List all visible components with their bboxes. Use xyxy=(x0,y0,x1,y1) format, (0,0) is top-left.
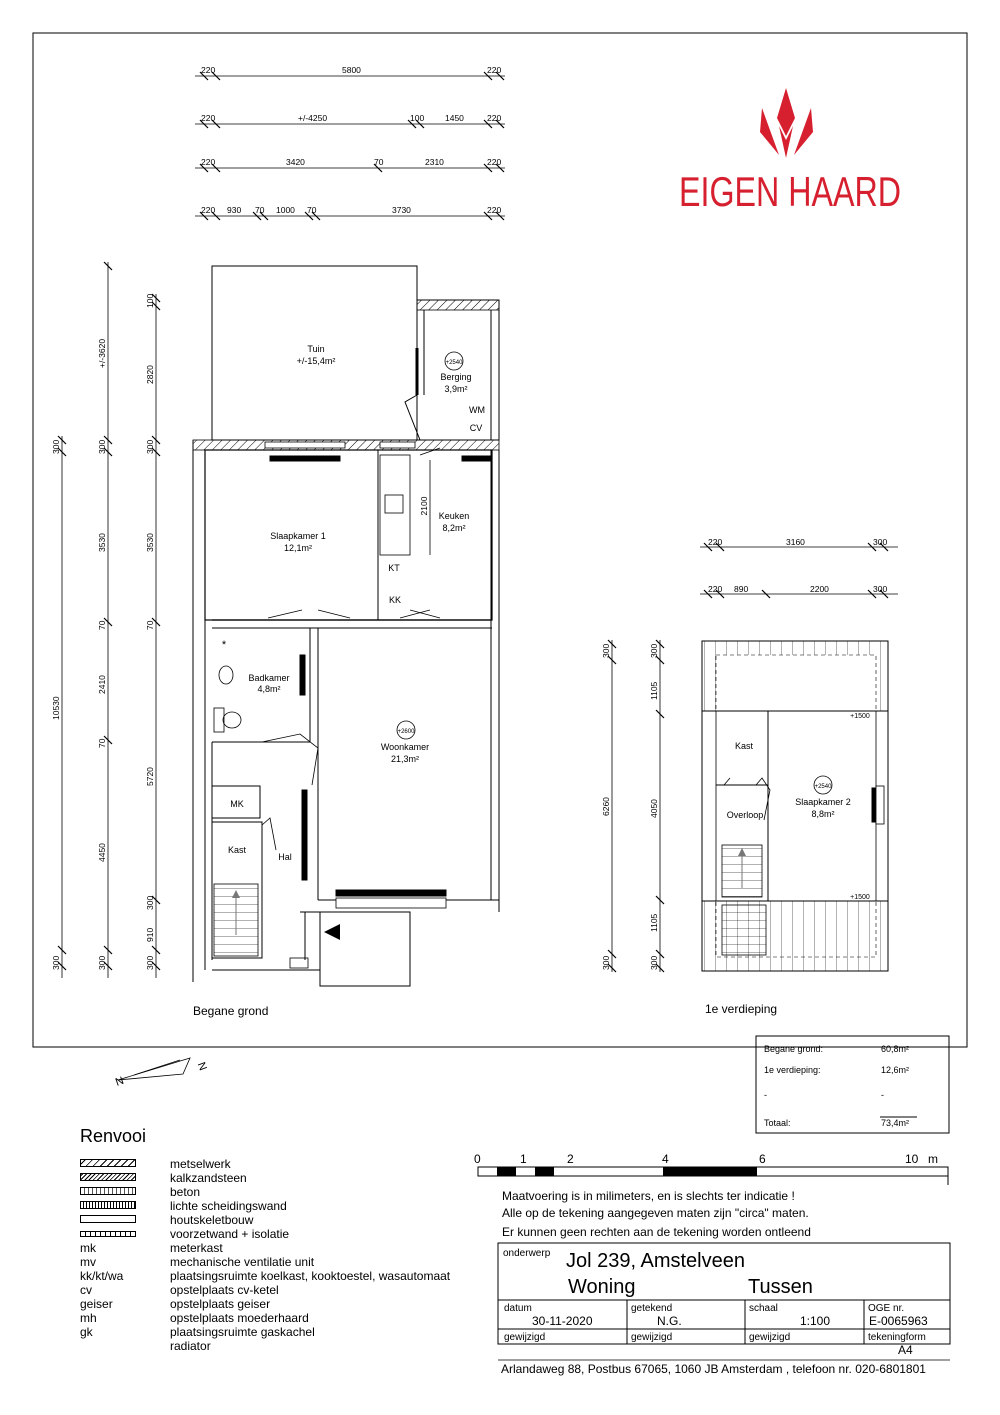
svg-text:73,4m²: 73,4m² xyxy=(881,1118,910,1128)
svg-text:300: 300 xyxy=(873,584,888,594)
svg-text:300: 300 xyxy=(649,643,659,658)
svg-text:Begane grond:: Begane grond: xyxy=(764,1044,824,1054)
svg-text:6: 6 xyxy=(759,1152,766,1166)
limestone-swatch xyxy=(80,1173,136,1181)
svg-text:300: 300 xyxy=(601,955,611,970)
svg-text:220: 220 xyxy=(201,205,216,215)
svg-text:60,8m²: 60,8m² xyxy=(881,1044,910,1054)
svg-text:3530: 3530 xyxy=(97,533,107,552)
svg-text:12,6m²: 12,6m² xyxy=(881,1065,910,1075)
svg-text:70: 70 xyxy=(255,205,265,215)
svg-text:220: 220 xyxy=(487,157,502,167)
svg-text:930: 930 xyxy=(227,205,242,215)
svg-text:Badkamer: Badkamer xyxy=(248,673,290,683)
svg-text:70: 70 xyxy=(97,620,107,630)
dimension-texts-top xyxy=(201,65,501,215)
eigen-haard-logo xyxy=(679,88,901,215)
dimension-lines-top xyxy=(195,72,505,220)
svg-text:*: * xyxy=(221,639,227,651)
svg-text:890: 890 xyxy=(734,584,749,594)
svg-text:KK: KK xyxy=(388,595,402,605)
svg-text:5720: 5720 xyxy=(145,767,155,786)
svg-text:3530: 3530 xyxy=(145,533,155,552)
svg-text:Slaapkamer 1: Slaapkamer 1 xyxy=(270,531,326,541)
svg-text:3730: 3730 xyxy=(392,205,411,215)
svg-text:Kast: Kast xyxy=(227,845,247,855)
svg-text:Jol 239, Amstelveen: Jol 239, Amstelveen xyxy=(566,1250,745,1272)
svg-text:910: 910 xyxy=(145,927,155,942)
svg-text:30-11-2020: 30-11-2020 xyxy=(532,1314,593,1328)
masonry-swatch xyxy=(80,1159,136,1167)
svg-text:300: 300 xyxy=(51,439,61,454)
svg-text:-: - xyxy=(764,1090,767,1100)
svg-text:100: 100 xyxy=(410,113,425,123)
svg-text:1450: 1450 xyxy=(445,113,464,123)
svg-text:4,8m²: 4,8m² xyxy=(257,684,281,694)
first-floor-title: 1e verdieping xyxy=(705,1002,778,1016)
svg-text:6260: 6260 xyxy=(601,797,611,816)
svg-text:gewijzigd: gewijzigd xyxy=(631,1332,673,1343)
svg-text:10530: 10530 xyxy=(51,696,61,720)
svg-text:N: N xyxy=(113,1074,126,1089)
svg-text:300: 300 xyxy=(97,955,107,970)
svg-text:+2600: +2600 xyxy=(397,729,415,735)
svg-text:220: 220 xyxy=(201,65,216,75)
svg-text:Slaapkamer 2: Slaapkamer 2 xyxy=(795,797,851,807)
svg-text:1e verdieping:: 1e verdieping: xyxy=(764,1065,821,1075)
legend-title: Renvooi xyxy=(80,1126,147,1146)
svg-text:1: 1 xyxy=(520,1152,527,1166)
svg-text:+/-3620: +/-3620 xyxy=(97,338,107,368)
svg-text:+2540: +2540 xyxy=(814,784,832,790)
svg-text:Totaal:: Totaal: xyxy=(764,1118,791,1128)
svg-text:onderwerp: onderwerp xyxy=(503,1248,551,1259)
svg-text:220: 220 xyxy=(708,537,723,547)
svg-text:CV: CV xyxy=(469,423,483,433)
svg-text:m: m xyxy=(928,1152,938,1166)
svg-text:2410: 2410 xyxy=(97,675,107,694)
ground-floor-title: Begane grond xyxy=(193,1004,269,1018)
svg-text:300: 300 xyxy=(145,895,155,910)
north-arrow-icon xyxy=(114,1058,210,1089)
svg-text:Maatvoering is in milimeters,: Maatvoering is in milimeters, en is slechts ter indicatie ! xyxy=(502,1189,795,1203)
svg-text:70: 70 xyxy=(307,205,317,215)
ground-floor-labels xyxy=(222,344,485,862)
svg-text:Hal: Hal xyxy=(278,852,292,862)
svg-text:+1500: +1500 xyxy=(850,894,870,901)
svg-text:3160: 3160 xyxy=(786,537,805,547)
svg-text:MK: MK xyxy=(230,799,244,809)
svg-text:220: 220 xyxy=(201,113,216,123)
svg-text:A4: A4 xyxy=(898,1343,913,1357)
timber-frame-swatch xyxy=(80,1215,136,1223)
svg-text:-: - xyxy=(881,1090,884,1100)
svg-text:4: 4 xyxy=(662,1152,669,1166)
concrete-swatch xyxy=(80,1187,136,1195)
svg-text:4450: 4450 xyxy=(97,843,107,862)
svg-text:OGE nr.: OGE nr. xyxy=(868,1303,905,1314)
svg-text:+2540: +2540 xyxy=(445,360,463,366)
svg-text:220: 220 xyxy=(487,205,502,215)
svg-text:+/-15,4m²: +/-15,4m² xyxy=(296,356,336,366)
svg-text:Tuin: Tuin xyxy=(307,344,325,354)
svg-text:EIGEN HAARD: EIGEN HAARD xyxy=(679,168,901,215)
insulation-swatch xyxy=(80,1231,136,1237)
svg-text:Overloop: Overloop xyxy=(726,810,764,820)
svg-text:Alle op de tekening aangegeven: Alle op de tekening aangegeven maten zijn "circa" maten. xyxy=(502,1206,809,1220)
svg-text:300: 300 xyxy=(145,439,155,454)
svg-text:220: 220 xyxy=(487,113,502,123)
svg-text:Tussen: Tussen xyxy=(748,1276,813,1298)
svg-text:2: 2 xyxy=(567,1152,574,1166)
svg-text:300: 300 xyxy=(649,955,659,970)
svg-text:1105: 1105 xyxy=(649,913,659,932)
svg-text:220: 220 xyxy=(487,65,502,75)
svg-text:0: 0 xyxy=(474,1152,481,1166)
drawing-notes xyxy=(502,1189,811,1239)
svg-text:300: 300 xyxy=(601,643,611,658)
svg-text:12,1m²: 12,1m² xyxy=(283,543,313,553)
svg-text:8,2m²: 8,2m² xyxy=(442,523,466,533)
svg-text:100: 100 xyxy=(145,293,155,308)
svg-text:70: 70 xyxy=(97,738,107,748)
svg-text:220: 220 xyxy=(201,157,216,167)
svg-text:4050: 4050 xyxy=(649,799,659,818)
svg-text:300: 300 xyxy=(97,439,107,454)
light-partition-swatch xyxy=(80,1201,136,1209)
svg-text:8,8m²: 8,8m² xyxy=(811,809,835,819)
svg-text:3420: 3420 xyxy=(286,157,305,167)
svg-text:300: 300 xyxy=(873,537,888,547)
svg-text:Er kunnen geen rechten aan de: Er kunnen geen rechten aan de tekening worden ontleend xyxy=(502,1225,811,1239)
svg-text:N.G.: N.G. xyxy=(657,1314,682,1328)
svg-text:tekeningform: tekeningform xyxy=(868,1332,926,1343)
svg-text:1000: 1000 xyxy=(276,205,295,215)
svg-text:KT: KT xyxy=(388,563,400,573)
svg-text:E-0065963: E-0065963 xyxy=(869,1314,928,1328)
svg-text:2820: 2820 xyxy=(145,365,155,384)
svg-text:Arlandaweg 88, Postbus 67065,: Arlandaweg 88, Postbus 67065, 1060 JB Amsterdam , telefoon nr. 020-6801801 xyxy=(501,1362,926,1376)
svg-text:Berging: Berging xyxy=(440,372,472,382)
svg-text:Woning: Woning xyxy=(568,1276,636,1298)
svg-text:getekend: getekend xyxy=(631,1303,673,1314)
svg-text:2310: 2310 xyxy=(425,157,444,167)
svg-text:Keuken: Keuken xyxy=(438,511,470,521)
svg-text:+/-4250: +/-4250 xyxy=(298,113,328,123)
svg-text:220: 220 xyxy=(708,584,723,594)
svg-text:5800: 5800 xyxy=(342,65,361,75)
scale-bar xyxy=(474,1152,948,1185)
svg-text:schaal: schaal xyxy=(749,1303,778,1314)
svg-text:+1500: +1500 xyxy=(850,713,870,720)
dimension-texts-left xyxy=(51,294,155,970)
svg-text:10: 10 xyxy=(905,1152,919,1166)
svg-text:datum: datum xyxy=(504,1303,532,1314)
svg-text:WM: WM xyxy=(469,405,485,415)
svg-text:N: N xyxy=(196,1060,211,1072)
svg-text:21,3m²: 21,3m² xyxy=(390,754,420,764)
svg-text:gewijzigd: gewijzigd xyxy=(749,1332,791,1343)
svg-text:3,9m²: 3,9m² xyxy=(444,384,468,394)
svg-text:2200: 2200 xyxy=(810,584,829,594)
svg-text:gewijzigd: gewijzigd xyxy=(504,1332,546,1343)
svg-text:300: 300 xyxy=(51,955,61,970)
svg-text:Woonkamer: Woonkamer xyxy=(380,742,430,752)
svg-text:70: 70 xyxy=(145,620,155,630)
svg-text:1:100: 1:100 xyxy=(800,1314,831,1328)
svg-text:1105: 1105 xyxy=(649,681,659,700)
svg-text:300: 300 xyxy=(145,955,155,970)
svg-text:Kast: Kast xyxy=(734,741,754,751)
svg-text:2100: 2100 xyxy=(419,496,429,516)
area-table xyxy=(756,1036,949,1133)
svg-text:70: 70 xyxy=(374,157,384,167)
